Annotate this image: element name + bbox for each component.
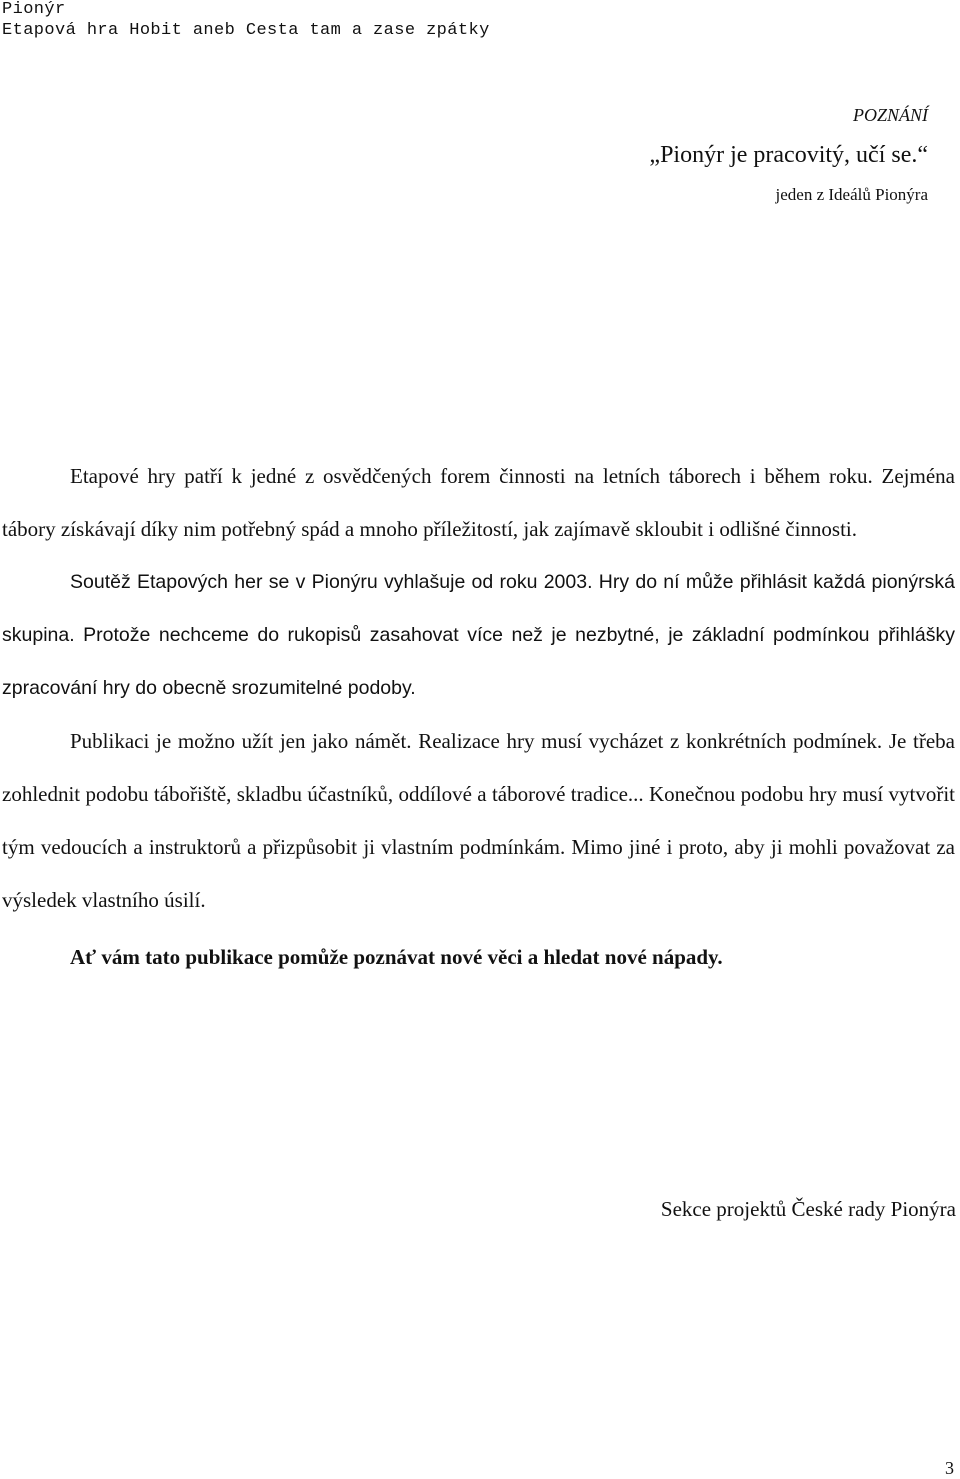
page-number: 3 <box>945 1458 954 1478</box>
signature: Sekce projektů České rady Pionýra <box>660 1197 956 1221</box>
section-label: POZNÁNÍ <box>852 105 928 125</box>
header-org: Pionýr <box>2 0 66 19</box>
motto-quote: „Pionýr je pracovitý, učí se.“ <box>649 142 928 168</box>
intro-paragraph-2: Soutěž Etapových her se v Pionýru vyhlašuje od roku 2003. Hry do ní může přihlásit každá pionýrská skupina. Protože nechceme do rukopisů zasahovat více než je nezbytné, je základní podmínkou přihlášky zpracování hry do obecně srozumitelné podoby. <box>2 571 955 699</box>
motto-source: jeden z Ideálů Pionýra <box>775 185 928 204</box>
header-title: Etapová hra Hobit aneb Cesta tam a zase zpátky <box>2 21 490 40</box>
intro-text <box>2 450 955 984</box>
intro-paragraph-3: Publikaci je možno užít jen jako námět. Realizace hry musí vycházet z konkrétních podmínek. Je třeba zohlednit podobu tábořiště, skladbu účastníků, oddílové a táborové tradice... Konečnou podobu hry musí vytvořit tým vedoucích a instruktorů a přizpůsobit ji vlastním podmínkám. Mimo jiné i proto, aby ji mohli považovat za výsledek vlastního úsilí. <box>2 729 955 912</box>
intro-paragraph-1: Etapové hry patří k jedné z osvědčených forem činnosti na letních táborech i během roku. Zejména tábory získávají díky nim potřebný spád a mnoho příležitostí, jak zajímavě skloubit i odlišné činnosti. <box>2 464 955 541</box>
closing-line: Ať vám tato publikace pomůže poznávat nové věci a hledat nové nápady. <box>70 945 723 969</box>
